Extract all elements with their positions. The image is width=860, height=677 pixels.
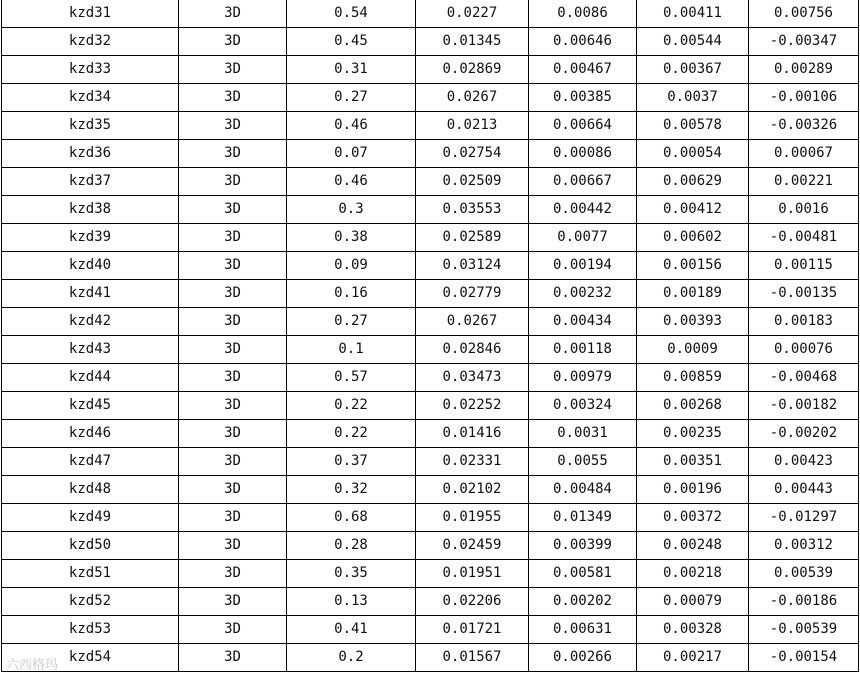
table-row	[2, 112, 859, 140]
table-cell: kzd42	[2, 308, 179, 336]
table-cell: kzd49	[2, 504, 179, 532]
table-cell: 3D	[179, 112, 287, 140]
table-cell: 0.02331	[416, 448, 529, 476]
table-cell: kzd31	[2, 0, 179, 28]
table-cell: 0.01345	[416, 28, 529, 56]
table-cell: 0.00218	[637, 560, 749, 588]
table-cell: 0.00217	[637, 644, 749, 672]
table-cell: 3D	[179, 476, 287, 504]
table-cell: 3D	[179, 504, 287, 532]
table-cell: 0.54	[287, 0, 416, 28]
table-cell: 0.00581	[529, 560, 637, 588]
table-cell: 0.00372	[637, 504, 749, 532]
table-cell: 3D	[179, 364, 287, 392]
table-cell: 0.01951	[416, 560, 529, 588]
table-cell: kzd36	[2, 140, 179, 168]
table-cell: kzd54	[2, 644, 179, 672]
table-cell: 0.02754	[416, 140, 529, 168]
table-cell: 0.00312	[749, 532, 859, 560]
table-cell: 0.00756	[749, 0, 859, 28]
table-cell: 0.00393	[637, 308, 749, 336]
table-cell: 3D	[179, 420, 287, 448]
table-cell: kzd53	[2, 616, 179, 644]
table-cell: 0.01567	[416, 644, 529, 672]
table-cell: 0.0009	[637, 336, 749, 364]
table-cell: 0.0213	[416, 112, 529, 140]
table-cell: 0.3	[287, 196, 416, 224]
table-row	[2, 364, 859, 392]
table-cell: 0.00544	[637, 28, 749, 56]
table-row	[2, 224, 859, 252]
table-cell: 0.16	[287, 280, 416, 308]
table-cell: 0.00054	[637, 140, 749, 168]
table-cell: 0.00351	[637, 448, 749, 476]
table-cell: 3D	[179, 28, 287, 56]
data-table	[1, 0, 859, 672]
table-row	[2, 196, 859, 224]
table-cell: 3D	[179, 168, 287, 196]
table-row	[2, 504, 859, 532]
table-cell: kzd51	[2, 560, 179, 588]
table-cell: kzd46	[2, 420, 179, 448]
table-cell: 0.00076	[749, 336, 859, 364]
table-cell: 0.02846	[416, 336, 529, 364]
table-row	[2, 476, 859, 504]
table-cell: -0.00481	[749, 224, 859, 252]
table-cell: kzd47	[2, 448, 179, 476]
table-cell: 0.01416	[416, 420, 529, 448]
table-cell: kzd50	[2, 532, 179, 560]
table-row	[2, 56, 859, 84]
table-cell: 0.02869	[416, 56, 529, 84]
table-cell: 0.00118	[529, 336, 637, 364]
table-cell: -0.01297	[749, 504, 859, 532]
table-cell: 0.03473	[416, 364, 529, 392]
table-cell: 0.02459	[416, 532, 529, 560]
table-cell: 0.01721	[416, 616, 529, 644]
table-cell: 0.09	[287, 252, 416, 280]
table-row	[2, 420, 859, 448]
table-cell: 0.00194	[529, 252, 637, 280]
table-cell: kzd34	[2, 84, 179, 112]
table-cell: kzd45	[2, 392, 179, 420]
table-cell: 0.2	[287, 644, 416, 672]
table-cell: 3D	[179, 56, 287, 84]
table-cell: -0.00135	[749, 280, 859, 308]
table-cell: 3D	[179, 392, 287, 420]
table-cell: 0.00156	[637, 252, 749, 280]
table-cell: kzd32	[2, 28, 179, 56]
table-cell: 0.41	[287, 616, 416, 644]
table-row	[2, 252, 859, 280]
table-cell: 0.00646	[529, 28, 637, 56]
table-row	[2, 644, 859, 672]
table-cell: 0.02509	[416, 168, 529, 196]
table-row	[2, 560, 859, 588]
table-cell: -0.00202	[749, 420, 859, 448]
table-cell: 3D	[179, 560, 287, 588]
table-cell: 0.03553	[416, 196, 529, 224]
table-cell: 3D	[179, 448, 287, 476]
table-cell: 3D	[179, 252, 287, 280]
table-cell: 0.03124	[416, 252, 529, 280]
table-cell: kzd38	[2, 196, 179, 224]
table-cell: kzd33	[2, 56, 179, 84]
table-cell: kzd52	[2, 588, 179, 616]
table-row	[2, 84, 859, 112]
table-cell: 0.00196	[637, 476, 749, 504]
table-cell: kzd48	[2, 476, 179, 504]
table-cell: 0.00115	[749, 252, 859, 280]
table-cell: 0.37	[287, 448, 416, 476]
table-cell: 0.22	[287, 420, 416, 448]
table-cell: 0.32	[287, 476, 416, 504]
watermark: 六西格玛	[6, 658, 59, 673]
table-cell: 0.00289	[749, 56, 859, 84]
table-cell: 0.02102	[416, 476, 529, 504]
table-cell: 0.0086	[529, 0, 637, 28]
table-cell: 0.31	[287, 56, 416, 84]
table-cell: kzd43	[2, 336, 179, 364]
table-cell: 3D	[179, 644, 287, 672]
table-cell: 0.00086	[529, 140, 637, 168]
table-row	[2, 532, 859, 560]
table-row	[2, 336, 859, 364]
table-cell: 0.00232	[529, 280, 637, 308]
table-cell: 0.01955	[416, 504, 529, 532]
table-cell: 0.00248	[637, 532, 749, 560]
table-row	[2, 140, 859, 168]
table-row	[2, 28, 859, 56]
table-cell: 3D	[179, 336, 287, 364]
table-cell: 0.0016	[749, 196, 859, 224]
table-cell: 0.46	[287, 112, 416, 140]
table-cell: 3D	[179, 224, 287, 252]
table-cell: 3D	[179, 280, 287, 308]
table-cell: 0.00399	[529, 532, 637, 560]
table-cell: 0.0077	[529, 224, 637, 252]
table-row	[2, 616, 859, 644]
table-cell: 3D	[179, 588, 287, 616]
table-cell: 0.00602	[637, 224, 749, 252]
table-cell: 0.68	[287, 504, 416, 532]
table-cell: 0.00443	[749, 476, 859, 504]
table-cell: -0.00182	[749, 392, 859, 420]
table-cell: -0.00106	[749, 84, 859, 112]
table-cell: 0.0031	[529, 420, 637, 448]
table-cell: 3D	[179, 140, 287, 168]
table-cell: 0.00578	[637, 112, 749, 140]
table-cell: kzd35	[2, 112, 179, 140]
table-cell: 0.27	[287, 84, 416, 112]
table-cell: 3D	[179, 0, 287, 28]
table-cell: -0.00347	[749, 28, 859, 56]
table-cell: kzd41	[2, 280, 179, 308]
table-cell: 0.00183	[749, 308, 859, 336]
table-cell: 0.00202	[529, 588, 637, 616]
table-cell: -0.00326	[749, 112, 859, 140]
table-cell: 0.57	[287, 364, 416, 392]
table-cell: 0.0267	[416, 308, 529, 336]
table-row	[2, 308, 859, 336]
table-cell: 0.00667	[529, 168, 637, 196]
table-cell: 0.00979	[529, 364, 637, 392]
table-cell: 0.02252	[416, 392, 529, 420]
table-cell: 0.00367	[637, 56, 749, 84]
table-cell: 0.46	[287, 168, 416, 196]
table-cell: 3D	[179, 616, 287, 644]
table-cell: 0.00411	[637, 0, 749, 28]
table-cell: -0.00468	[749, 364, 859, 392]
table-row	[2, 448, 859, 476]
table-cell: 0.00221	[749, 168, 859, 196]
table-cell: 0.22	[287, 392, 416, 420]
table-cell: kzd39	[2, 224, 179, 252]
table-row	[2, 280, 859, 308]
table-cell: 0.00079	[637, 588, 749, 616]
table-cell: kzd37	[2, 168, 179, 196]
table-cell: 0.1	[287, 336, 416, 364]
table-cell: 0.00539	[749, 560, 859, 588]
table-cell: kzd40	[2, 252, 179, 280]
table-cell: 0.00266	[529, 644, 637, 672]
table-row	[2, 0, 859, 28]
table-cell: 0.35	[287, 560, 416, 588]
table-cell: 0.00189	[637, 280, 749, 308]
table-cell: kzd44	[2, 364, 179, 392]
table-cell: 0.00859	[637, 364, 749, 392]
table-cell: 3D	[179, 532, 287, 560]
table-cell: -0.00539	[749, 616, 859, 644]
table-cell: 3D	[179, 196, 287, 224]
table-cell: 0.00664	[529, 112, 637, 140]
table-body	[2, 0, 859, 672]
table-cell: 0.0037	[637, 84, 749, 112]
table-cell: 0.28	[287, 532, 416, 560]
table-cell: -0.00154	[749, 644, 859, 672]
table-cell: 0.38	[287, 224, 416, 252]
table-cell: 0.13	[287, 588, 416, 616]
table-cell: 0.02779	[416, 280, 529, 308]
table-cell: 0.00629	[637, 168, 749, 196]
table-row	[2, 588, 859, 616]
table-cell: 0.02206	[416, 588, 529, 616]
table-cell: 0.0267	[416, 84, 529, 112]
table-cell: 0.01349	[529, 504, 637, 532]
table-cell: 0.00423	[749, 448, 859, 476]
table-cell: 3D	[179, 308, 287, 336]
table-cell: 0.00235	[637, 420, 749, 448]
table-cell: 0.45	[287, 28, 416, 56]
table-cell: 0.00484	[529, 476, 637, 504]
table-cell: 0.27	[287, 308, 416, 336]
table-cell: 0.0227	[416, 0, 529, 28]
table-cell: 0.00385	[529, 84, 637, 112]
table-row	[2, 392, 859, 420]
table-cell: 0.00328	[637, 616, 749, 644]
table-cell: 0.00067	[749, 140, 859, 168]
table-cell: 3D	[179, 84, 287, 112]
table-row	[2, 168, 859, 196]
table-cell: 0.02589	[416, 224, 529, 252]
table-cell: 0.00442	[529, 196, 637, 224]
table-cell: -0.00186	[749, 588, 859, 616]
table-cell: 0.00412	[637, 196, 749, 224]
table-cell: 0.00268	[637, 392, 749, 420]
table-cell: 0.0055	[529, 448, 637, 476]
table-cell: 0.00631	[529, 616, 637, 644]
table-cell: 0.00467	[529, 56, 637, 84]
table-cell: 0.00324	[529, 392, 637, 420]
table-cell: 0.00434	[529, 308, 637, 336]
table-cell: 0.07	[287, 140, 416, 168]
